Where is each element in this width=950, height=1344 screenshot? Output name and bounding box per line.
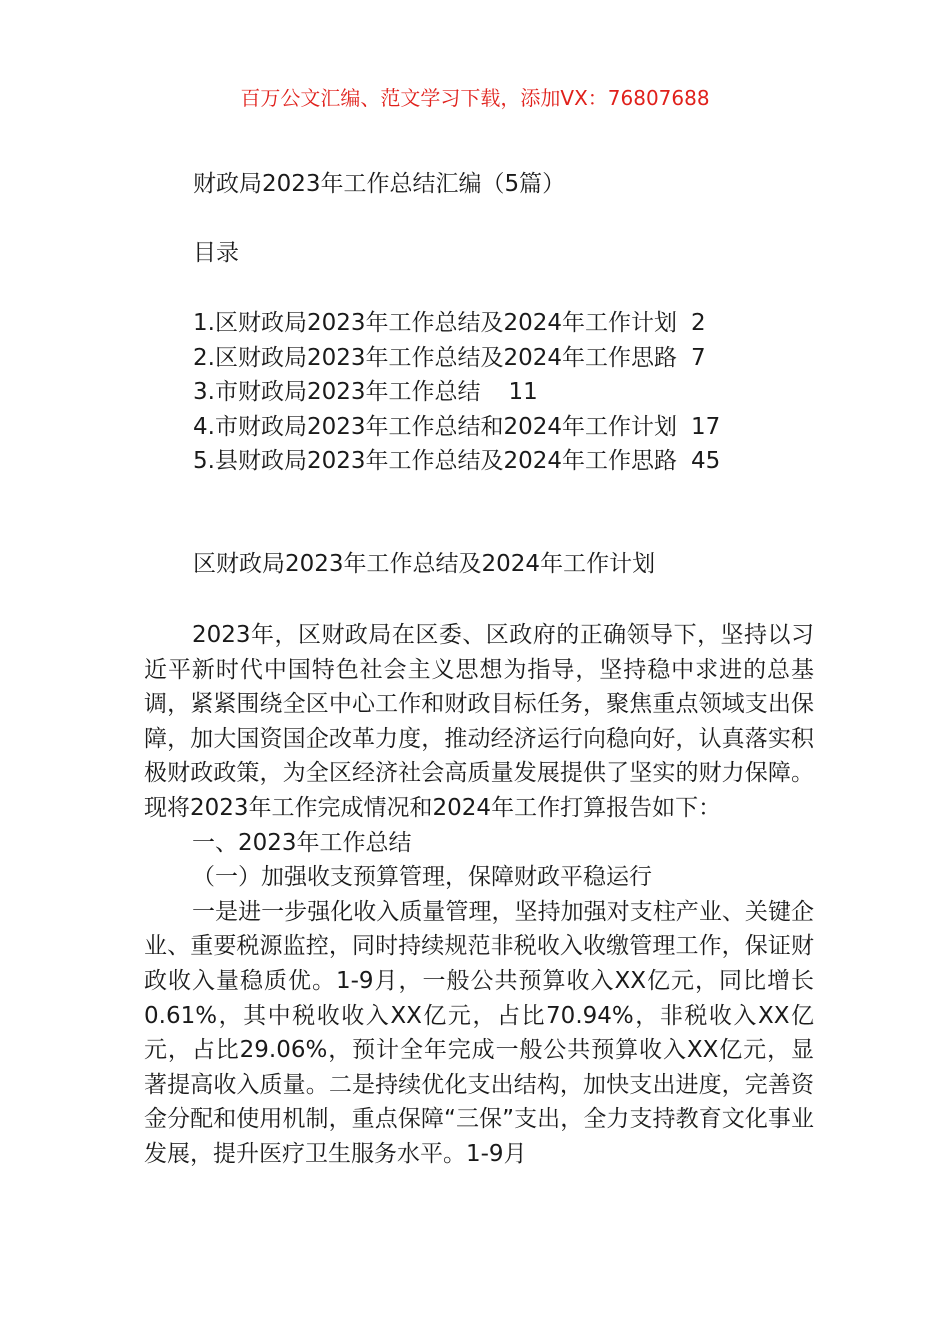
heading-level-1: 一、2023年工作总结 <box>192 829 412 856</box>
toc-item[interactable] <box>193 375 720 410</box>
toc-item-label: 2.区财政局2023年工作总结及2024年工作思路 <box>193 344 678 371</box>
toc-item-page: 17 <box>691 413 721 440</box>
document-title: 财政局2023年工作总结汇编（5篇） <box>193 171 566 197</box>
toc-heading: 目录 <box>193 240 239 266</box>
toc-item[interactable] <box>193 341 720 376</box>
toc-item-label: 3.市财政局2023年工作总结 <box>193 379 481 405</box>
section-title: 区财政局2023年工作总结及2024年工作计划 <box>193 551 656 577</box>
body-text <box>144 618 814 1172</box>
toc-item-page: 7 <box>691 344 706 371</box>
toc-item-page: 2 <box>691 310 706 336</box>
paragraph-body: 一是进一步强化收入质量管理，坚持加强对支柱产业、关键企业、重要税源监控，同时持续规范非税收入收缴管理工作，保证财政收入量稳质优。1-9月，一般公共预算收入XX亿元，同比增长0.61%，其中税收收入XX亿元，占比70.94%，非税收入XX亿元，占比29.06%，预计全年完成一般公共预算收入XX亿元，显著提高收入质量。二是持续优化支出结构，加快支出进度，完善资金分配和使用机制，重点保障“三保”支出，全力支持教育文化事业发展，提升医疗卫生服务水平。1-9月 <box>144 898 814 1167</box>
toc-item[interactable] <box>193 306 720 341</box>
toc-item-label: 5.县财政局2023年工作总结及2024年工作思路 <box>193 448 678 474</box>
heading-level-2: （一）加强收支预算管理，保障财政平稳运行 <box>192 864 652 891</box>
toc-item-page: 11 <box>508 379 538 405</box>
header-banner: 百万公文汇编、范文学习下载，添加VX：76807688 <box>240 86 710 110</box>
toc-item-page: 45 <box>691 448 721 474</box>
toc-item-label: 1.区财政局2023年工作总结及2024年工作计划 <box>193 310 678 336</box>
paragraph-intro: 2023年，区财政局在区委、区政府的正确领导下，坚持以习近平新时代中国特色社会主义思想为指导，坚持稳中求进的总基调，紧紧围绕全区中心工作和财政目标任务，聚焦重点领域支出保障，加大国资国企改革力度，推动经济运行向稳向好，认真落实积极财政政策，为全区经济社会高质量发展提供了坚实的财力保障。现将2023年工作完成情况和2024年工作打算报告如下： <box>144 622 814 821</box>
table-of-contents <box>193 306 720 479</box>
toc-item[interactable] <box>193 444 720 479</box>
toc-item[interactable] <box>193 410 720 445</box>
toc-item-label: 4.市财政局2023年工作总结和2024年工作计划 <box>193 413 678 440</box>
